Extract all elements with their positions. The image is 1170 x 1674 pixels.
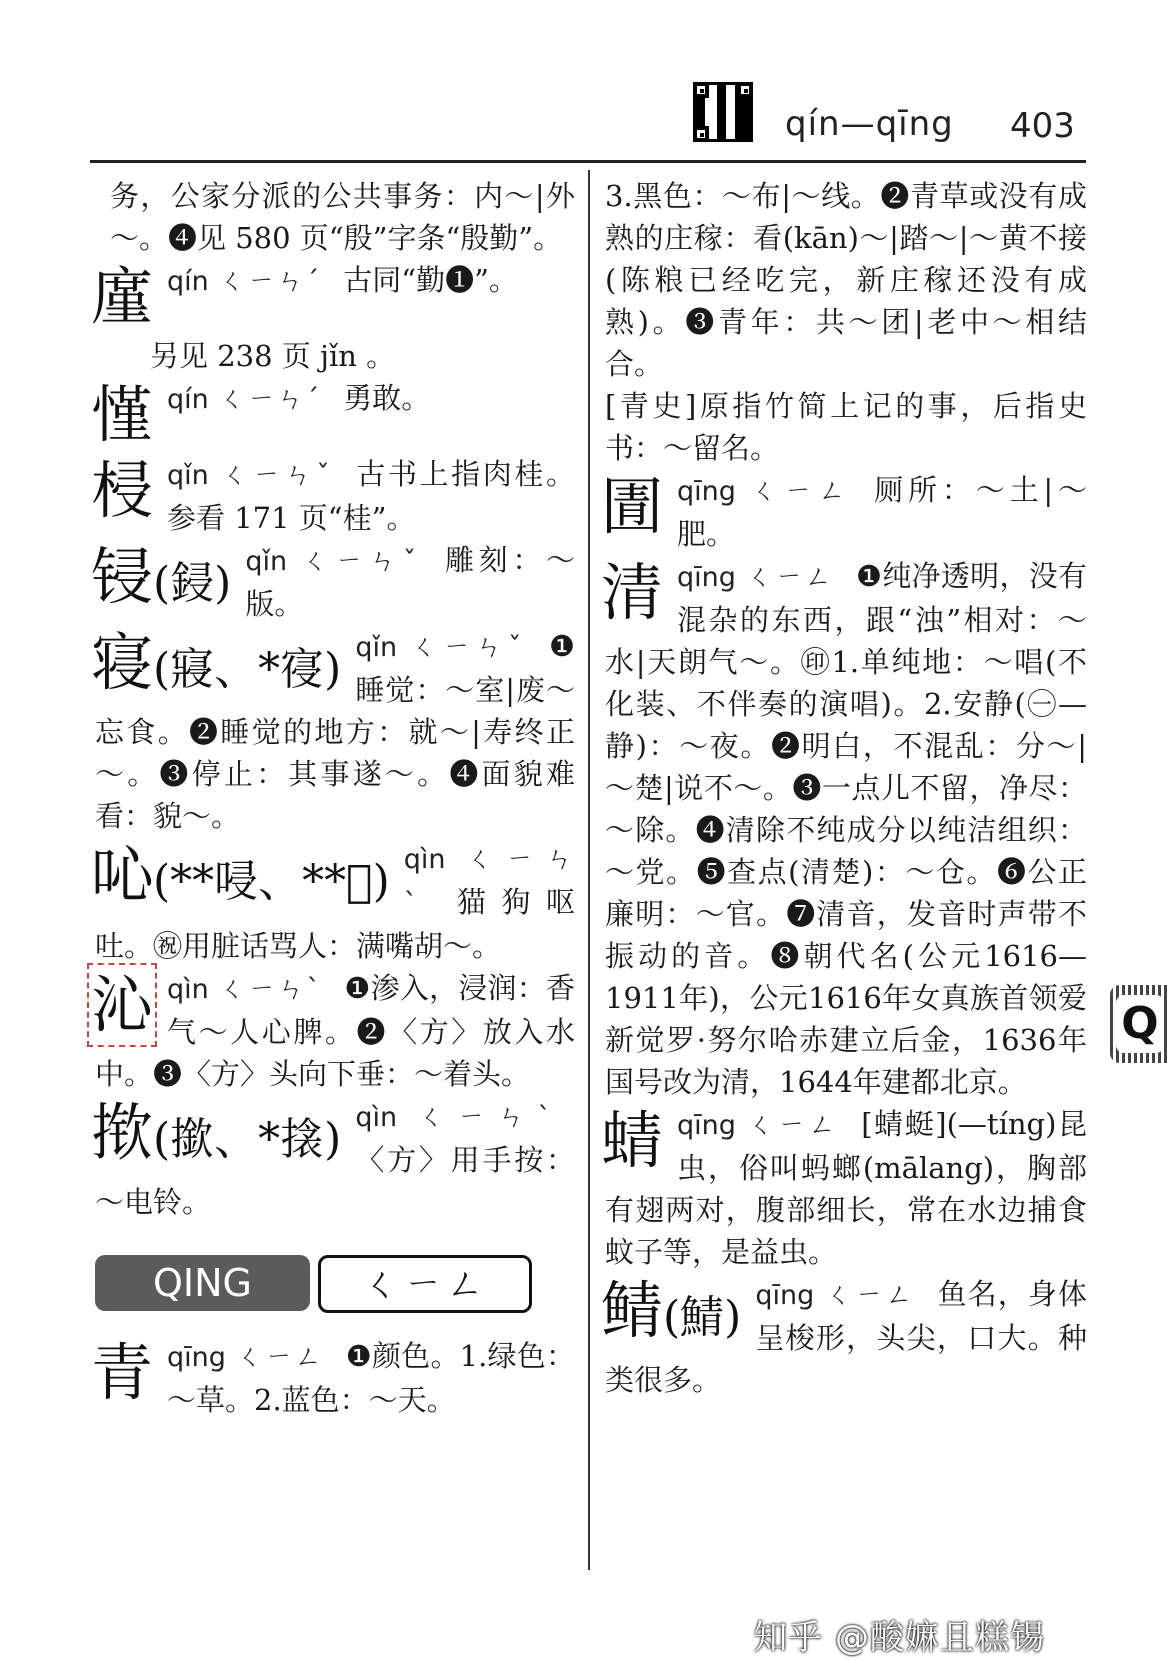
dictionary-entry — [601, 469, 1087, 555]
bopomofo: ㄑㄧㄥ — [745, 1110, 840, 1141]
left-column — [91, 175, 576, 1421]
headword: 寝(寢、*寑) — [91, 626, 342, 699]
pinyin: qīng — [167, 1342, 226, 1373]
page-number: 403 — [1010, 106, 1075, 146]
traditional-form: (寢、*寑) — [153, 644, 342, 695]
headword: 揿(撳、*搇) — [91, 1096, 342, 1169]
definition: 古书上指肉桂。参看 171 页“桂”。 — [167, 457, 575, 535]
headword: 梫 — [91, 454, 154, 527]
headword: 清 — [601, 556, 664, 629]
bopomofo: ㄑㄧㄣˇ — [407, 632, 527, 663]
section-latin: QING — [95, 1255, 310, 1311]
definition: [蜻蜓](—tíng)昆虫，俗叫蚂螂(mālang)，胸部有翅两对，腹部细长，常在水边捕食蚊子等，是益虫。 — [605, 1107, 1087, 1269]
dictionary-entry — [91, 1335, 575, 1421]
dictionary-entry — [91, 539, 575, 625]
qr-code-icon[interactable] — [693, 82, 753, 142]
dictionary-entry — [91, 837, 575, 967]
section-bopomofo: ㄑㄧㄥ — [318, 1255, 532, 1313]
thumb-index-letter: Q — [1116, 995, 1164, 1053]
bopomofo: ㄑㄧㄥ — [745, 562, 835, 593]
definition: 猫狗呕吐。㊗用脏话骂人：满嘴胡～。 — [95, 885, 575, 963]
pinyin: qǐn — [245, 546, 288, 577]
pinyin: qǐn — [167, 460, 209, 491]
pinyin: qìn — [355, 1102, 398, 1133]
bopomofo: ㄑㄧㄥ — [824, 1280, 916, 1311]
dictionary-entry — [601, 1103, 1087, 1273]
running-head: qín—qīng — [785, 104, 954, 144]
bopomofo: ㄑㄧㄣˊ — [218, 266, 322, 297]
pinyin: qìn — [167, 974, 209, 1005]
headword[interactable]: 沁 — [91, 968, 154, 1041]
page-header — [0, 0, 1170, 165]
headword: 廑 — [91, 260, 154, 333]
headword: 圊 — [601, 470, 664, 543]
thumb-index-tab[interactable] — [1110, 985, 1170, 1063]
bopomofo: ㄑㄧㄣˇ — [297, 546, 423, 577]
traditional-form: (**唚、**𪡏) — [153, 856, 390, 907]
dictionary-entry — [91, 377, 575, 453]
column-divider — [588, 170, 590, 1570]
headword: 锓(鋟) — [91, 540, 232, 613]
bopomofo: ㄑㄧㄣˋ — [407, 1102, 553, 1133]
watermark: 知乎 @酸嫲且糕锡 — [753, 1618, 1045, 1658]
headword: 吣(**唚、**𪡏) — [91, 838, 390, 911]
definition: 厕所：～土|～肥。 — [677, 473, 1087, 551]
pinyin: qín — [167, 384, 209, 415]
definition: 〈方〉用手按：～电铃。 — [95, 1143, 575, 1219]
definition: ❶睡觉：～室|废～忘食。❷睡觉的地方：就～|寿终正～。❸停止：其事遂～。❹面貌难看：貌～。 — [95, 629, 575, 833]
dictionary-entry — [91, 453, 575, 539]
definition: ❶渗入，浸润：香气～人心脾。❷〈方〉放入水中。❸〈方〉头向下垂：～着头。 — [95, 971, 576, 1091]
bopomofo: ㄑㄧㄥ — [235, 1342, 324, 1373]
definition: 古同“勤❶”。 — [343, 263, 518, 297]
dictionary-entry — [601, 555, 1088, 1103]
continued-text: 3.黑色：～布|～线。❷青草或没有成熟的庄稼：看(kān)～|踏～|～黄不接(陈粮已经吃完，新庄稼还没有成熟)。❸青年：共～团|老中～相结合。 — [605, 179, 1087, 381]
dictionary-entry — [91, 259, 575, 377]
dictionary-entry — [91, 1095, 575, 1223]
continued-text: 务，公家分派的公共事务：内～|外～。❹见 580 页“殷”字条“殷勤”。 — [110, 179, 575, 255]
bopomofo: ㄑㄧㄣˋ — [218, 974, 323, 1005]
traditional-form: (鋟) — [153, 558, 232, 609]
cross-reference: 另见 238 页 jǐn 。 — [150, 339, 396, 373]
right-column — [601, 175, 1088, 1401]
traditional-form: (撳、*搇) — [153, 1114, 342, 1165]
dictionary-entry — [91, 625, 575, 837]
bopomofo: ㄑㄧㄣˊ — [218, 384, 322, 415]
bopomofo: ㄑㄧㄥ — [745, 476, 853, 507]
traditional-form: (鯖) — [663, 1292, 742, 1343]
section-header — [95, 1255, 575, 1317]
headword: 蜻 — [601, 1104, 664, 1177]
bopomofo: ㄑㄧㄣˋ — [403, 844, 575, 919]
definition: ❶纯净透明，没有混杂的东西，跟“浊”相对：～水|天朗气～。㊞1.单纯地：～唱(不化装、不伴奏的演唱)。2.安静(㊀—静)：～夜。❷明白，不混乱：分～|～楚|说不～。❸一点儿不留，净尽：～除。❹清除不纯成分以纯洁组织：～党。❺查点(清楚)：～仓。❻公正廉明：～官。❼清音，发音时声带不振动的音。❽朝代名(公元1616—1911年)，公元1616年女真族首领爱新觉罗·努尔哈赤建立后金，1636年国号改为清，1644年建都北京。 — [605, 559, 1088, 1099]
pinyin: qīng — [755, 1280, 815, 1311]
dictionary-entry — [601, 1273, 1087, 1401]
headword: 慬 — [91, 378, 154, 451]
definition: 雕刻：～版。 — [245, 543, 575, 621]
definition: 勇敢。 — [343, 381, 431, 415]
dictionary-entry — [91, 967, 576, 1095]
definition: 鱼名，身体呈梭形，头尖，口大。种类很多。 — [605, 1277, 1087, 1397]
pinyin: qīng — [677, 1110, 736, 1141]
pinyin: qìn — [403, 844, 446, 875]
header-rule — [90, 160, 1086, 163]
headword: 鲭(鯖) — [601, 1274, 742, 1347]
pinyin: qīng — [677, 476, 736, 507]
bopomofo: ㄑㄧㄣˇ — [218, 460, 335, 491]
pinyin: qín — [167, 266, 209, 297]
definition: ❶颜色。1.绿色：～草。2.蓝色：～天。 — [167, 1339, 575, 1417]
subentry: [青史]原指竹简上记的事，后指史书：～留名。 — [605, 389, 1087, 465]
pinyin: qǐn — [355, 632, 398, 663]
pinyin: qīng — [677, 562, 736, 593]
headword: 青 — [91, 1336, 154, 1409]
